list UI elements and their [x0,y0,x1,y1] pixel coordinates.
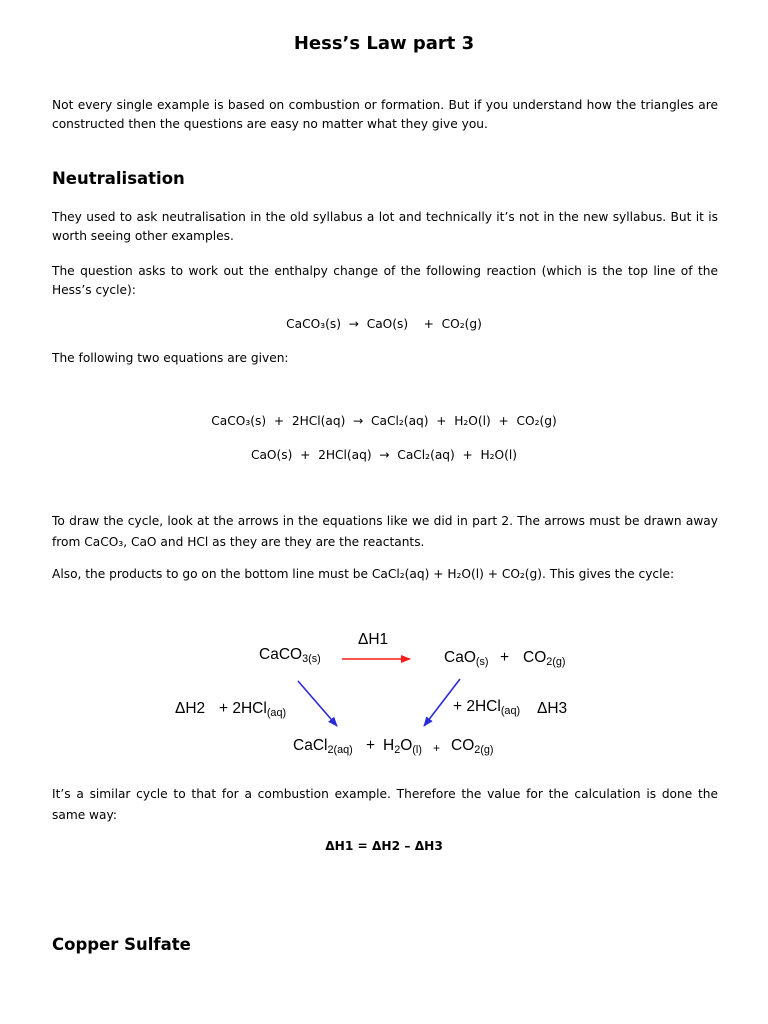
dh1-label: ΔH1 [358,631,389,648]
cycle-instructions-paragraph: To draw the cycle, look at the arrows in the equations like we did in part 2. The arrows must be drawn away from CaCO₃, CaO and HCl as they are they are the reactants. [52,514,718,549]
hess-cycle-diagram [0,620,768,770]
product-cao: CaO$_{(s)}$ [444,649,489,668]
reactant-caco3: CaCO$_{3(s)}$ [259,646,321,665]
dh3-label: ΔH3 [537,700,568,717]
bottom-h2o: $H_2O_{(l)}$ [383,737,422,756]
bottom-co2: $CO_{2(g)}$ [451,737,494,756]
given-equation-1: CaCO₃(s) + 2HCl(aq) → CaCl₂(aq) + H₂O(l) + CO₂(g) [211,414,557,428]
given-equation-2: CaO(s) + 2HCl(aq) → CaCl₂(aq) + H₂O(l) [250,448,518,462]
calculation-equation: ΔH1 = ΔH2 – ΔH3 [325,839,443,853]
bottom-plus-1: + [366,737,376,754]
given-equations-intro: The following two equations are given: [52,351,289,365]
dh2-arrow [298,681,337,726]
bottom-plus-2: + [433,741,441,755]
neutralisation-paragraph-2: The question asks to work out the enthalpy change of the following reaction (which is the top line of the Hess’s cycle): [52,264,718,297]
right-reagent-hcl: + 2HCl$_{(aq)}$ [453,698,521,717]
neutralisation-paragraph-1: They used to ask neutralisation in the old syllabus a lot and technically it’s not in the new syllabus. But it is worth seeing other examples. [52,210,718,243]
page-title: Hess’s Law part 3 [293,33,475,54]
main-equation: CaCO₃(s) → CaO(s) + CO₂(g) [286,317,482,331]
neutralisation-heading: Neutralisation [52,169,185,188]
bottom-cacl2: CaCl$_{2(aq)}$ [293,737,353,756]
products-paragraph: Also, the products to go on the bottom line must be CaCl₂(aq) + H₂O(l) + CO₂(g). This gives the cycle: [52,567,675,581]
copper-sulfate-heading: Copper Sulfate [52,935,191,954]
left-reagent-hcl: + 2HCl$_{(aq)}$ [219,700,287,719]
product-co2: $CO_{2(g)}$ [523,649,566,668]
intro-paragraph: Not every single example is based on combustion or formation. But if you understand how the triangles are constructed then the questions are easy no matter what they give you. [52,98,718,131]
similar-cycle-paragraph: It’s a similar cycle to that for a combustion example. Therefore the value for the calculation is done the same way: [52,787,718,822]
dh2-label: ΔH2 [175,700,206,717]
top-plus: + [500,649,510,666]
